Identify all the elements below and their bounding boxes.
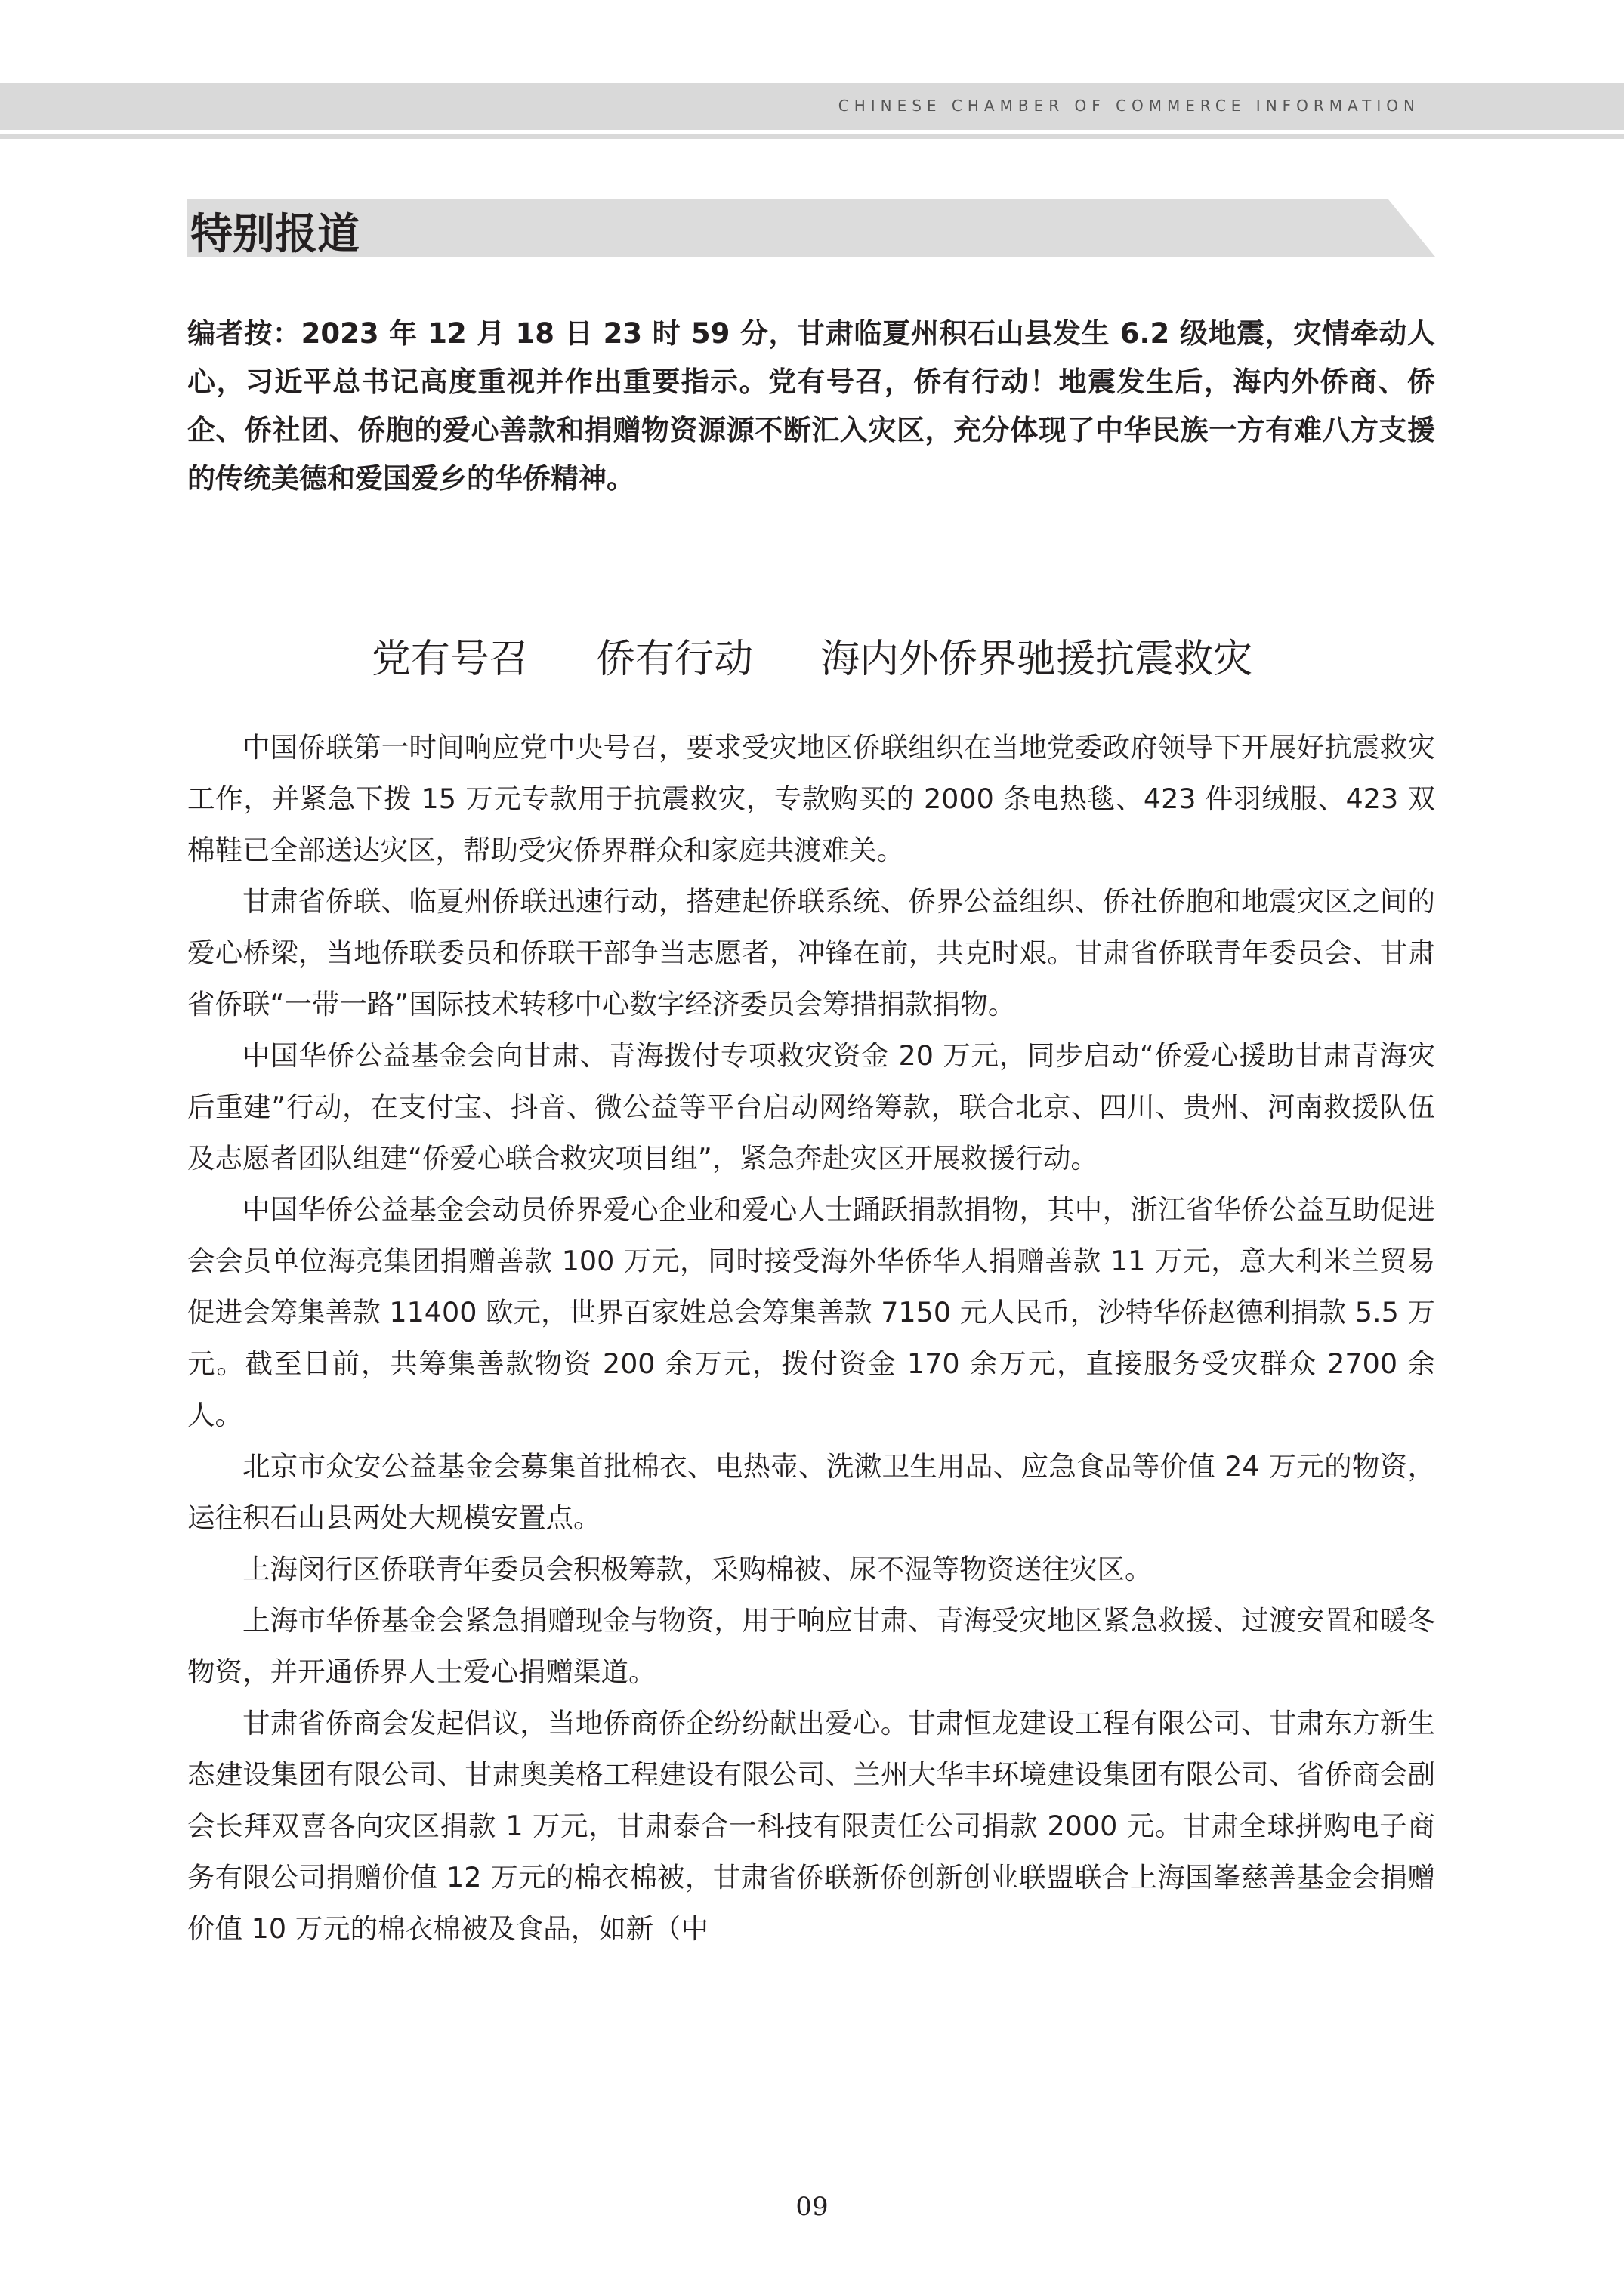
body-paragraph: 中国华侨公益基金会向甘肃、青海拨付专项救灾资金 20 万元，同步启动“侨爱心援助甘肃青海灾后重建”行动，在支付宝、抖音、微公益等平台启动网络筹款，联合北京、四川、贵州、河南救援队伍及志愿者团队组建“侨爱心联合救灾项目组”，紧急奔赴灾区开展救援行动。 [187,1039,1435,1174]
body-paragraph: 中国侨联第一时间响应党中央号召，要求受灾地区侨联组织在当地党委政府领导下开展好抗震救灾工作，并紧急下拨 15 万元专款用于抗震救灾，专款购买的 2000 条电热毯、423 件羽绒服、423 双棉鞋已全部送达灾区，帮助受灾侨界群众和家庭共渡难关。 [187,731,1435,866]
body-paragraph: 甘肃省侨商会发起倡议，当地侨商侨企纷纷献出爱心。甘肃恒龙建设工程有限公司、甘肃东方新生态建设集团有限公司、甘肃奥美格工程建设有限公司、兰州大华丰环境建设集团有限公司、省侨商会副会长拜双喜各向灾区捐款 1 万元，甘肃泰合一科技有限责任公司捐款 2000 元。甘肃全球拼购电子商务有限公司捐赠价值 12 万元的棉衣棉被，甘肃省侨联新侨创新创业联盟联合上海国峯慈善基金会捐赠价值 10 万元的棉衣棉被及食品，如新（中 [187,1707,1435,1945]
body-paragraph: 上海市华侨基金会紧急捐赠现金与物资，用于响应甘肃、青海受灾地区紧急救援、过渡安置和暖冬物资，并开通侨界人士爱心捐赠渠道。 [187,1604,1435,1688]
editor-note: 编者按：2023 年 12 月 18 日 23 时 59 分，甘肃临夏州积石山县发生 6.2 级地震，灾情牵动人心，习近平总书记高度重视并作出重要指示。党有号召，侨有行动！地震发生后，海内外侨商、侨企、侨社团、侨胞的爱心善款和捐赠物资源源不断汇入灾区，充分体现了中华民族一方有难八方支援的传统美德和爱国爱乡的华侨精神。 [187,317,1435,495]
article-title [0,633,1624,686]
page-number: 09 [795,2192,829,2222]
section-banner [187,199,1435,257]
article-body [187,722,1435,1955]
article-title-part: 海内外侨界驰援抗震救灾 [820,637,1253,682]
header-tagline: CHINESE CHAMBER OF COMMERCE INFORMATION [838,97,1420,115]
article-title-part: 侨有行动 [595,637,753,682]
body-paragraph: 中国华侨公益基金会动员侨界爱心企业和爱心人士踊跃捐款捐物，其中，浙江省华侨公益互助促进会会员单位海亮集团捐赠善款 100 万元，同时接受海外华侨华人捐赠善款 11 万元，意大利米兰贸易促进会筹集善款 11400 欧元，世界百家姓总会筹集善款 7150 元人民币，沙特华侨赵德利捐款 5.5 万元。截至目前，共筹集善款物资 200 余万元，拨付资金 170 余万元，直接服务受灾群众 2700 余人。 [187,1193,1435,1431]
body-paragraph: 北京市众安公益基金会募集首批棉衣、电热壶、洗漱卫生用品、应急食品等价值 24 万元的物资，运往积石山县两处大规模安置点。 [187,1450,1435,1534]
section-title: 特别报道 [190,209,360,259]
header-rule [0,134,1624,139]
body-paragraph: 上海闵行区侨联青年委员会积极筹款，采购棉被、尿不湿等物资送往灾区。 [242,1553,1153,1585]
article-title-part: 党有号召 [371,637,529,682]
body-paragraph: 甘肃省侨联、临夏州侨联迅速行动，搭建起侨联系统、侨界公益组织、侨社侨胞和地震灾区之间的爱心桥梁，当地侨联委员和侨联干部争当志愿者，冲锋在前，共克时艰。甘肃省侨联青年委员会、甘肃省侨联“一带一路”国际技术转移中心数字经济委员会筹措捐款捐物。 [187,885,1435,1020]
